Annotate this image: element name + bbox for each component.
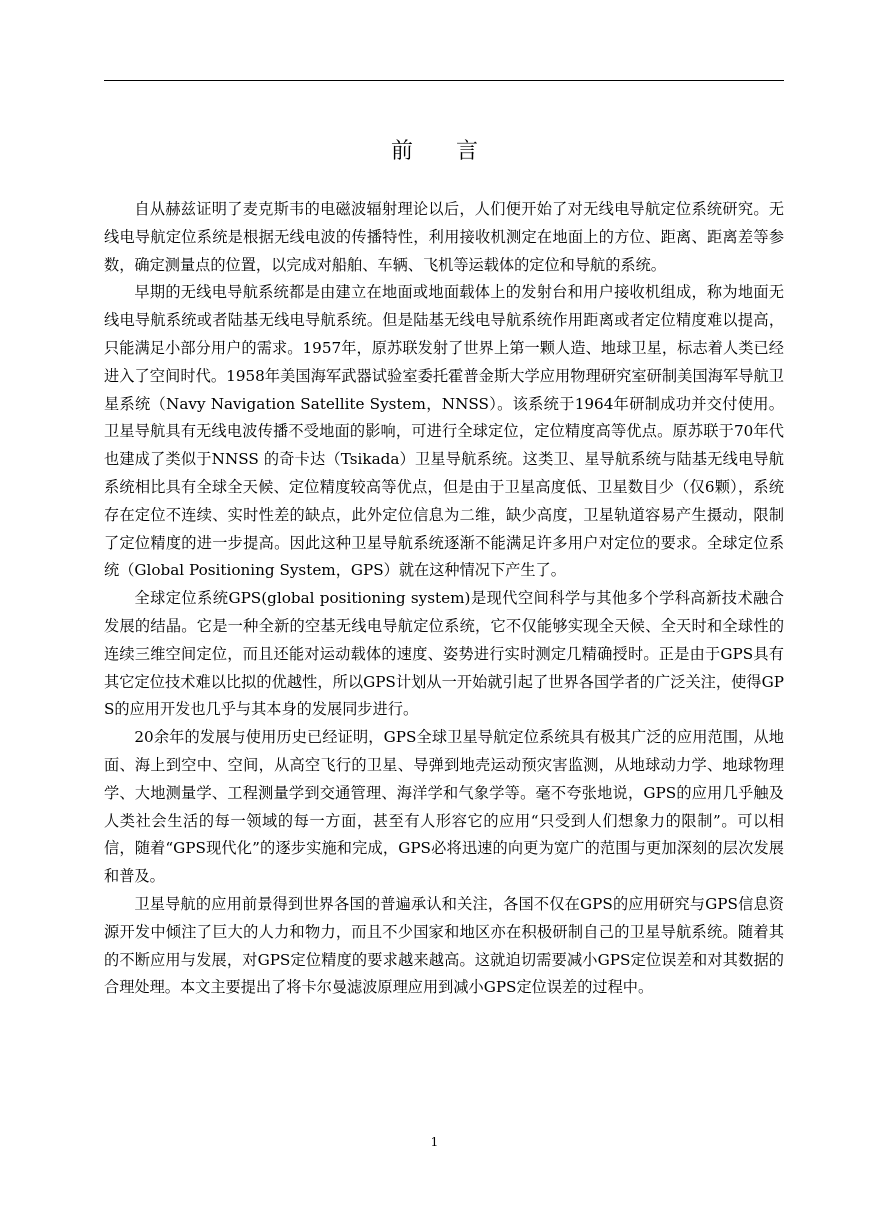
paragraph-4: 20余年的发展与使用历史已经证明，GPS全球卫星导航定位系统具有极其广泛的应用范围，从地面、海上到空中、空间，从高空飞行的卫星、导弹到地壳运动预灾害监测，从地球动力学、地球物理学、大地测量学、工程测量学到交通管理、海洋学和气象学等。毫不夸张地说，GPS的应用几乎触及人类社会生活的每一领域的每一方面，甚至有人形容它的应用“只受到人们想象力的限制”。可以相信，随着“GPS现代化”的逐步实施和完成，GPS必将迅速的向更为宽广的范围与更加深刻的层次发展和普及。 xyxy=(104,728,784,886)
page-title: 前 言 xyxy=(391,139,496,164)
page-number: 1 xyxy=(430,1135,439,1149)
paragraph-2: 早期的无线电导航系统都是由建立在地面或地面载体上的发射台和用户接收机组成，称为地面无线电导航系统或者陆基无线电导航系统。但是陆基无线电导航系统作用距离或者定位精度难以提高，只能满足小部分用户的需求。1957年，原苏联发射了世界上第一颗人造、地球卫星，标志着人类已经进入了空间时代。1958年美国海军武器试验室委托霍普金斯大学应用物理研究室研制美国海军导航卫星系统（Navy Navigation Satellite System，NNSS）。该系统于1964年研制成功并交付使用。卫星导航具有无线电波传播不受地面的影响，可进行全球定位，定位精度高等优点。原苏联于70年代也建成了类似于NNSS 的奇卡达（Tsikada）卫星导航系统。这类卫、星导航系统与陆基无线电导航系统相比具有全球全天候、定位精度较高等优点，但是由于卫星高度低、卫星数目少（仅6颗），系统存在定位不连续、实时性差的缺点，此外定位信息为二维，缺少高度，卫星轨道容易产生摄动，限制了定位精度的进一步提高。因此这种卫星导航系统逐渐不能满足许多用户对定位的要求。全球定位系统（Global Positioning System，GPS）就在这种情况下产生了。 xyxy=(104,283,784,580)
header-rule xyxy=(104,80,784,81)
body-text xyxy=(104,196,784,1002)
paragraph-3: 全球定位系统GPS(global positioning system)是现代空间科学与其他多个学科高新技术融合发展的结晶。它是一种全新的空基无线电导航定位系统，它不仅能够实现全天候、全天时和全球性的连续三维空间定位，而且还能对运动载体的速度、姿势进行实时测定几精确授时。正是由于GPS具有其它定位技术难以比拟的优越性，所以GPS计划从一开始就引起了世界各国学者的广泛关注，使得GPS的应用开发也几乎与其本身的发展同步进行。 xyxy=(104,589,784,719)
paragraph-5: 卫星导航的应用前景得到世界各国的普遍承认和关注，各国不仅在GPS的应用研究与GPS信息资源开发中倾注了巨大的人力和物力，而且不少国家和地区亦在积极研制自己的卫星导航系统。随着其的不断应用与发展，对GPS定位精度的要求越来越高。这就迫切需要减小GPS定位误差和对其数据的合理处理。本文主要提出了将卡尔曼滤波原理应用到减小GPS定位误差的过程中。 xyxy=(104,894,784,997)
paragraph-1: 自从赫兹证明了麦克斯韦的电磁波辐射理论以后，人们便开始了对无线电导航定位系统研究。无线电导航定位系统是根据无线电波的传播特性，利用接收机测定在地面上的方位、距离、距离差等参数，确定测量点的位置，以完成对船舶、车辆、飞机等运载体的定位和导航的系统。 xyxy=(104,200,784,274)
